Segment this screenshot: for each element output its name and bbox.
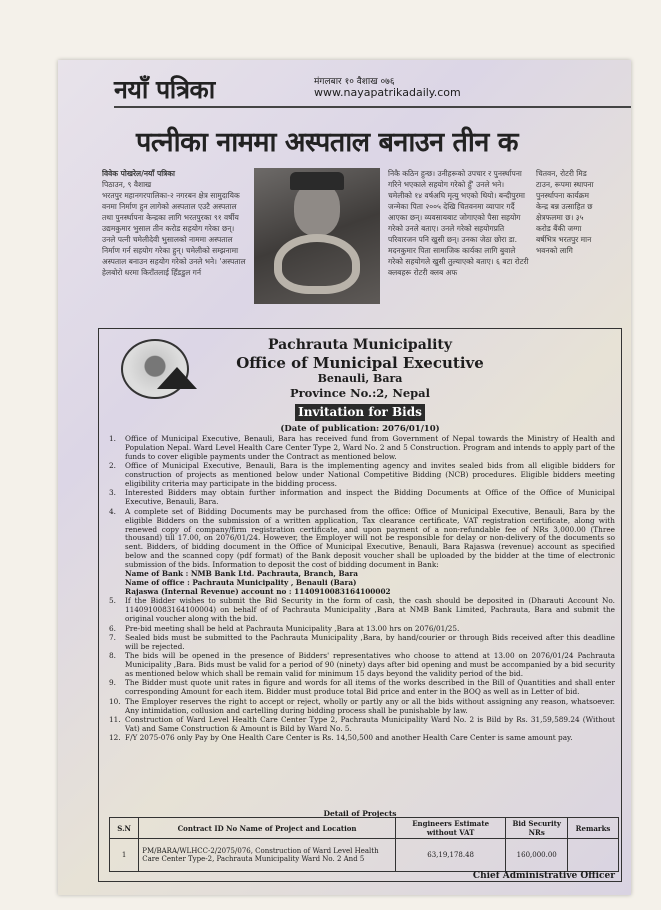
masthead — [114, 74, 474, 104]
table-row — [110, 839, 619, 872]
bank-office-name: Name of office : Pachrauta Municipality , Benauli (Bara) — [125, 578, 357, 587]
item-text: The Bidder must quote unit rates in figure and words for all items of the works described in the Bill of Quantities and shall enter corresponding Amount for each item. Bidder must produce total Bid price and enter in the BOQ as well as in Letter of bid. — [125, 678, 615, 697]
item-number: 5. — [109, 596, 116, 606]
article-column-2 — [388, 168, 530, 326]
notice-item — [107, 508, 615, 597]
notice-item — [107, 489, 615, 507]
notice-location: Benauli, Bara — [317, 372, 403, 385]
photo-cap — [290, 172, 344, 190]
item-number: 9. — [109, 678, 116, 688]
table-header-row — [110, 818, 619, 839]
item-number: 11. — [109, 715, 121, 725]
notice-items — [107, 435, 615, 744]
article-place: पिठाउन, ९ वैशाख — [102, 180, 152, 189]
newspaper-page — [58, 60, 631, 895]
notice-item — [107, 435, 615, 462]
item-text: A complete set of Bidding Documents may be purchased from the office: Office of Municipal Executive, Benauli, Bara by the eligible Bidders on the submission of a written application, Tax clearance certificate, VAT registration certificate, along with renewed copy of company/firm registration certificate, and upon payment of a non-refundable fee of NRs 3,000.00 (Three thousand) till 17.00, on 2076/01/24. However, the Employer will not be responsible for delay or non-delivery of the documents so sent. Bidders, of bidding document in the Office of Municipal Executive, Benauli, Bara Rajaswa (revenue) account as specified below and the scanned copy (pdf format) of the Bank deposit voucher shall be uploaded by the bidder at the time of electronic submission of the bids. Information to deposit the cost of bidding document in Bank: — [125, 506, 615, 570]
newspaper-date: मंगलबार १० वैशाख ०७६ — [314, 77, 395, 87]
item-number: 12. — [109, 733, 121, 743]
cell-project: PM/BARA/WLHCC-2/2075/076, Construction of Ward Level Health Care Center Type-2, Pachrauta Municipality Ward No. 2 And 5 — [139, 839, 396, 872]
notice-item — [107, 652, 615, 679]
notice-province: Province No.:2, Nepal — [289, 386, 431, 400]
col-header-bid-security: Bid Security NRs — [506, 818, 568, 839]
item-number: 3. — [109, 488, 116, 498]
item-text: F/Y 2075-076 only Pay by One Health Care Center is Rs. 14,50,500 and another Health Care Center is same amount pay. — [125, 733, 573, 743]
projects-title: Detail of Projects — [323, 809, 397, 818]
notice-item — [107, 597, 615, 624]
article-photo — [254, 168, 380, 304]
bid-notice — [98, 328, 622, 882]
col-header-sn: S.N — [110, 818, 139, 839]
bank-account: Rajaswa (Internal Revenue) account no : 1140910083164100002 — [125, 586, 391, 596]
notice-item — [107, 634, 615, 652]
item-text: Sealed bids must be submitted to the Pachrauta Municipality ,Bara, by hand/courier or through Bids received after this deadline will be rejected. — [125, 632, 615, 651]
article-text-1: भरतपुर महानगरपालिका-२ नगरबन क्षेत्र सामुदायिक वनमा निर्माण हुन लागेको अस्पताल एउटै अस्पताल तथा पुनर्स्थापना केन्द्रका लागि भरतपुरका ९१ वर्षीय उद्यमकुमार भुसाल तीन करोड सहयोग गरेका छन्। उनले पत्नी चमेलीदेवी भुसालको नाममा अस्पताल निर्माण गर्न सहयोग गरेका हुन्। चमेलीको सम्झनामा अस्पताल बनाउन सहयोग गरेको उनले भने। 'अस्पताल हेलबोरो धरमा किराँतलाई हिँडडुल गर्न — [102, 191, 246, 277]
cell-estimate: 63,19,178.48 — [395, 839, 505, 872]
item-number: 8. — [109, 651, 116, 661]
item-number: 10. — [109, 696, 121, 706]
col-header-project: Contract ID No Name of Project and Location — [139, 818, 396, 839]
masthead-rule — [114, 106, 631, 108]
item-text: Pre-bid meeting shall be held at Pachrauta Municipality ,Bara at 13.00 hrs on 2076/01/25. — [125, 623, 460, 633]
article-text-2: निकै कठिन हुन्छ। उनीहरूको उपचार र पुनर्स्थापना गरिने भएकाले सहयोग गरेको हुँ' उनले भने। चमेलीको १४ वर्षअघि मृत्यु भएको थियो। बन्दीपुरमा जन्मेका पिता २००५ देखि चितवनमा व्यापार गर्दै आएका छन्। व्यवसायबाट जोगाएको पैसा सहयोग गरेको उनले बताए। उनले गरेको सहयोगप्रति परिवारजन पनि खुसी छन्। उनका जेठा छोरा डा. मदनकुमार पिता सामाजिक कार्यका लागि बुवाले गरेको सहयोगले खुसी तुल्याएको बताए। ६ बटा रोटरी क्लबहरू रोटरी क्लब अफ — [388, 169, 529, 277]
item-number: 6. — [109, 623, 116, 633]
item-number: 1. — [109, 434, 116, 443]
notice-municipality: Pachrauta Municipality — [267, 337, 453, 353]
photo-face — [294, 182, 340, 236]
item-text: Construction of Ward Level Health Care Center Type 2, Pachrauta Municipality Ward No. 2 is Bild by Rs. 31,59,589.24 (Without Vat) and Same Construction & Amount is Bild by Ward No. 5. — [125, 715, 615, 733]
projects-table — [109, 817, 619, 872]
notice-item — [107, 734, 615, 743]
newspaper-name: नयाँ पत्रिका — [114, 75, 215, 104]
item-text: If the Bidder wishes to submit the Bid Security in the form of cash, the cash should be deposited in (Dharauti Account No. 1140910083164100004) on behalf of of Pachrauta Municipality ,Bara at NMB Bank Limited, Pachrauta, Bara and submit the original voucher along with the bid. — [125, 596, 615, 624]
item-text: The Employer reserves the right to accept or reject, wholly or partly any or all the bids without assigning any reason, whatsoever. Any intimidation, collusion and cartelling during bidding process shall be punishable by law. — [125, 696, 615, 715]
article-column-3 — [536, 168, 596, 326]
item-text: Interested Bidders may obtain further information and inspect the Bidding Documents at Office of the Office of Municipal Executive, Benauli, Bara. — [125, 488, 615, 507]
item-text: Office of Municipal Executive, Benauli, Bara has received fund from Government of Nepal towards the Ministry of Health and Population Nepal. Ward Level Health Care Center Type 2, Ward No. 2 and 5 Construction. Program and intends to apply part of the funds to cover eligible payments under the Contract as mentioned below. — [125, 434, 615, 461]
signatory: Chief Administrative Officer — [472, 871, 615, 881]
notice-item — [107, 716, 615, 734]
notice-office: Office of Municipal Executive — [236, 354, 484, 372]
bank-name: Name of Bank : NMB Bank Ltd. Pachrauta, Branch, Bara — [125, 569, 358, 579]
item-text: Office of Municipal Executive, Benauli, Bara is the implementing agency and invites sealed bids from all eligible bidders for construction of projects as mentioned below under National Competitive Bidding (NCB) procedures. Eligible bidders meeting eligibility criteria may participate in the bidding process. — [125, 461, 615, 489]
notice-item — [107, 679, 615, 697]
article-byline: विवेक पोखरेल/नयाँ पत्रिका — [102, 169, 175, 178]
cell-remarks — [568, 839, 619, 872]
col-header-remarks: Remarks — [568, 818, 619, 839]
publication-date: (Date of publication: 2076/01/10) — [280, 424, 440, 434]
item-text: The bids will be opened in the presence of Bidders' representatives who choose to attend at 13.00 on 2076/01/24 Pachrauta Municipality ,Bara. Bids must be valid for a period of 90 (ninety) days after bid opening and must be accompanied by a bid security as mentioned below which shall be remain valid for minimum 15 days beyond the validity period of the bid. — [125, 651, 615, 679]
notice-item — [107, 698, 615, 716]
item-number: 2. — [109, 461, 116, 471]
photo-garland — [274, 234, 360, 294]
item-number: 4. — [109, 506, 116, 516]
newspaper-url: www.nayapatrikadaily.com — [314, 86, 461, 99]
col-header-estimate: Engineers Estimate without VAT — [395, 818, 505, 839]
item-number: 7. — [109, 632, 116, 642]
invitation-banner: Invitation for Bids — [295, 404, 425, 421]
article-text-3: चितवन, रोटरी मिड टाउन, रूपमा स्थापना पुनर्स्थापना कार्यक्रम केन्द्र बन्न उत्साहित छ क्षेत्रफलमा छ। ३५ करोड बैंकी जग्गा बर्षभित्र भरतपुर मान भवनको लागि — [536, 169, 594, 255]
cell-bid-security: 160,000.00 — [506, 839, 568, 872]
cell-sn: 1 — [110, 839, 139, 872]
article-headline: पत्नीका नाममा अस्पताल बनाउन तीन क — [136, 127, 519, 158]
notice-item — [107, 462, 615, 489]
article-column-1 — [102, 168, 248, 318]
